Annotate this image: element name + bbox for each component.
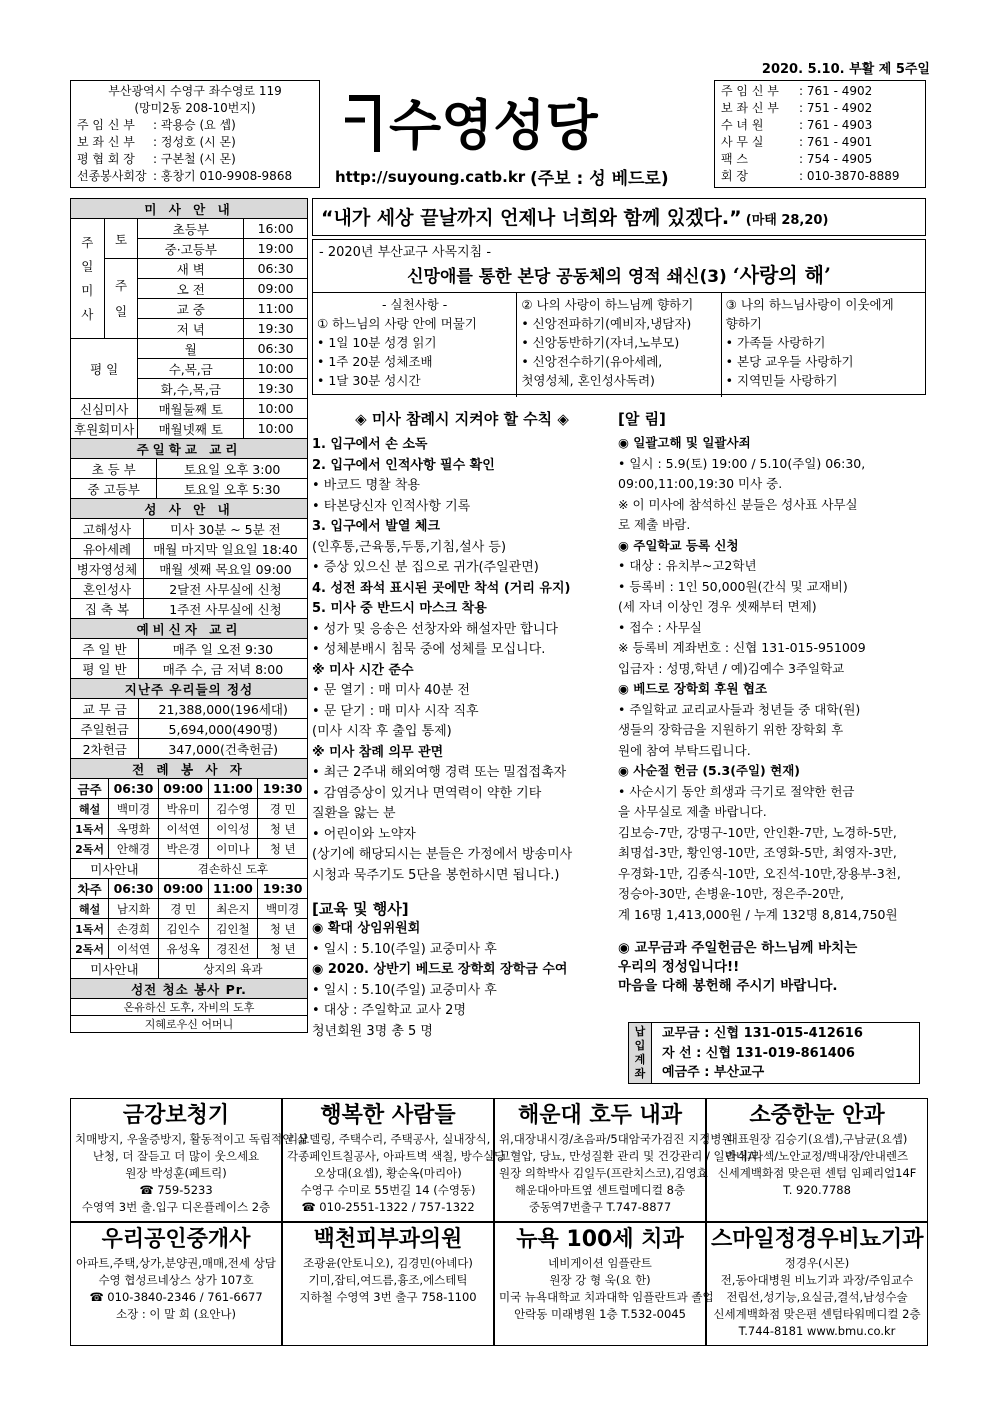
rule-line: (인후통,근육통,두통,기침,설사 등) bbox=[312, 539, 507, 555]
row-label: 고해성사 bbox=[71, 519, 144, 539]
servers-table bbox=[70, 758, 308, 979]
special-mass-day: 매월둘째 토 bbox=[138, 399, 244, 419]
ad-line: 오상대(요셉), 황순옥(마리아) bbox=[314, 1166, 462, 1180]
education-line: • 일시 : 5.10(주일) 교중미사 후 bbox=[312, 982, 497, 998]
clergy-name: : 곽용승 (요 셉) bbox=[153, 118, 236, 132]
notice-line: 09:00,11:00,19:30 미사 중. bbox=[618, 476, 783, 491]
notice-line: 계 16명 1,413,000원 / 누계 132명 8,814,750원 bbox=[618, 906, 898, 922]
account-row: 자 선 : 신협 131-019-861406 bbox=[662, 1045, 855, 1061]
row-label: 주일헌금 bbox=[71, 719, 139, 739]
ad-line: 중동역7번출구 T.747-8877 bbox=[528, 1200, 672, 1214]
clergy-row bbox=[77, 151, 313, 168]
notice-line: ◉ 베드로 장학회 후원 협조 bbox=[618, 681, 768, 696]
account-label: 납 입 계 좌 bbox=[629, 1023, 652, 1083]
ad-line: 기미,잡티,여드름,흉조,에스테틱 bbox=[308, 1273, 468, 1287]
mass-row-label: 초등부 bbox=[138, 219, 244, 239]
advertisement bbox=[706, 1098, 928, 1222]
notice-line: • 접수 : 사무실 bbox=[618, 619, 702, 635]
row-label: 2차헌금 bbox=[71, 739, 139, 759]
rule-line: • 문 열기 : 매 미사 40분 전 bbox=[312, 683, 470, 698]
ad-line: 난청, 더 잘듣고 더 많이 웃으세요 bbox=[92, 1149, 260, 1163]
mass-row-time: 06:30 bbox=[244, 339, 308, 359]
ad-line: ☎ 010-2551-1322 / 757-1322 bbox=[301, 1200, 475, 1214]
server-name: 박은경 bbox=[158, 839, 208, 859]
ad-line: 원장 의학박사 김일두(프란치스코),김영효 bbox=[499, 1166, 708, 1180]
pastoral-title-emphasis: ‘사랑의 해’ bbox=[732, 263, 831, 287]
ad-line: ☎ 010-3840-2346 / 761-6677 bbox=[89, 1290, 263, 1304]
notice-line: • 등록비 : 1인 50,000원(간식 및 교재비) bbox=[618, 578, 848, 594]
row-value: 매주 수, 금 저녁 8:00 bbox=[138, 659, 307, 679]
server-name: 김인철 bbox=[208, 919, 258, 939]
server-name: 이석연 bbox=[109, 939, 159, 959]
notice-line: 정승아-30만, 손병윤-10만, 정은주-20만, bbox=[618, 886, 845, 901]
server-head-cell: 19:30 bbox=[258, 879, 308, 899]
account-row: 교무금 : 신협 131-015-412616 bbox=[662, 1026, 863, 1041]
contact-number: : 754 - 4905 bbox=[799, 152, 873, 166]
sacrament-table bbox=[70, 498, 308, 619]
rule-line: • 문 닫기 : 매 미사 시작 직후 bbox=[312, 703, 479, 719]
contact-label: 주 임 신 부 bbox=[721, 84, 779, 98]
server-name: 안해경 bbox=[109, 839, 159, 859]
ad-line: 위,대장내시경/초음파/5대암국가검진 지정병원 bbox=[499, 1132, 733, 1146]
contact-number: : 761 - 4903 bbox=[799, 118, 873, 132]
server-role: 2독서 bbox=[71, 839, 109, 859]
ad-line: 전립선,성기능,요실금,결석,남성수술 bbox=[726, 1290, 908, 1304]
mass-row-time: 06:30 bbox=[244, 259, 308, 279]
server-head-cell: 11:00 bbox=[208, 879, 258, 899]
clergy-role: 보 좌 신 부 bbox=[77, 135, 135, 149]
ad-line: 정경우(시몬) bbox=[784, 1256, 850, 1270]
mass-row-time: 19:30 bbox=[244, 319, 308, 339]
education-line: ◉ 확대 상임위원회 bbox=[312, 921, 421, 936]
special-mass-time: 10:00 bbox=[244, 419, 308, 439]
advertisement bbox=[282, 1098, 506, 1222]
server-head-cell: 금주 bbox=[71, 779, 109, 799]
cleaning-team: 온유하신 도후, 자비의 도후 bbox=[71, 999, 308, 1016]
education-title: [교육 및 행사] bbox=[312, 900, 409, 918]
pastoral-title-text: 신망애를 통한 본당 공동체의 영적 쇄신(3) bbox=[407, 267, 727, 287]
server-role: 해설 bbox=[71, 799, 109, 819]
rule-line: • 바코드 명찰 착용 bbox=[312, 478, 420, 493]
mass-row-label: 화,수,목,금 bbox=[138, 379, 244, 399]
rule-line: 2. 입구에서 인적사항 필수 확인 bbox=[312, 457, 495, 473]
server-head-cell: 19:30 bbox=[258, 779, 308, 799]
server-name: 이익성 bbox=[208, 819, 258, 839]
row-label: 집 축 복 bbox=[71, 599, 144, 619]
rule-line: 질환을 앓는 분 bbox=[312, 806, 396, 821]
pastoral-item: • 신앙동반하기(자녀,노부모) bbox=[521, 335, 680, 350]
address-line-1: 부산광역시 수영구 좌수영로 119 bbox=[108, 84, 282, 98]
offering-title: 지난주 우리들의 정성 bbox=[71, 679, 308, 699]
contact-number: : 010-3870-8889 bbox=[799, 169, 900, 183]
logo-text: 수영성당 bbox=[389, 94, 598, 157]
ad-line: 아파트,주택,상가,분양권,매매,전세 상담 bbox=[76, 1256, 276, 1270]
special-mass-day: 매월넷째 토 bbox=[138, 419, 244, 439]
pastoral-column-sub: ① 하느님의 사랑 안에 머물기 bbox=[317, 316, 477, 331]
pastoral-column-head: ② 나의 사랑이 하느님께 향하기 bbox=[521, 297, 694, 312]
pastoral-item: • 지역민들 사랑하기 bbox=[725, 373, 838, 388]
mass-title: 미 사 안 내 bbox=[71, 199, 308, 219]
row-label: 평 일 반 bbox=[71, 659, 139, 679]
ad-line: T.744-8181 www.bmu.co.kr bbox=[738, 1324, 896, 1338]
website-url[interactable]: http://suyoung.catb.kr bbox=[335, 168, 526, 186]
mass-schedule-table bbox=[70, 198, 308, 439]
pastoral-item: • 1주 20분 성체조배 bbox=[317, 354, 433, 369]
row-value: 매월 마지막 일요일 18:40 bbox=[143, 539, 307, 559]
ad-line: 네비게이션 임플란트 bbox=[548, 1256, 652, 1270]
rule-line: • 감염증상이 있거나 면역력이 약한 기타 bbox=[312, 785, 542, 801]
cleaning-team: 지혜로우신 어머니 bbox=[71, 1016, 308, 1033]
notice-line: ◉ 일괄고해 및 일괄사죄 bbox=[618, 435, 751, 450]
mass-row-time: 11:00 bbox=[244, 299, 308, 319]
ad-line: 소장 : 이 말 희 (요안나) bbox=[116, 1307, 236, 1321]
notice-line: 을 사무실로 제출 바랍니다. bbox=[618, 804, 767, 819]
left-column bbox=[70, 198, 308, 1033]
pledge-line: 마음을 다해 봉헌해 주시기 바랍니다. bbox=[618, 978, 838, 994]
row-value: 매월 셋째 목요일 09:00 bbox=[143, 559, 307, 579]
server-name: 청 년 bbox=[258, 819, 308, 839]
education-line: • 대상 : 주일학교 교사 2명 bbox=[312, 1003, 467, 1018]
masthead bbox=[325, 80, 705, 190]
pastoral-item: • 1달 30분 성시간 bbox=[317, 373, 421, 388]
pledge-line: ◉ 교무금과 주일헌금은 하느님께 바치는 bbox=[618, 940, 858, 956]
ad-line: 전,동아대병원 비뇨기과 과장/주임교수 bbox=[720, 1273, 914, 1287]
ad-line: 원장 강 형 욱(요 한) bbox=[549, 1273, 651, 1287]
notice-line: • 주일학교 교리교사들과 청년들 중 대학(원) bbox=[618, 701, 861, 717]
quote-ref: (마태 28,20) bbox=[745, 213, 829, 228]
notice-line: 로 제출 바람. bbox=[618, 517, 691, 532]
rules-title: ◈ 미사 참례시 지켜야 할 수칙 ◈ bbox=[355, 410, 569, 428]
special-mass-time: 10:00 bbox=[244, 399, 308, 419]
clergy-role: 주 임 신 부 bbox=[77, 118, 135, 132]
server-name: 백미경 bbox=[109, 799, 159, 819]
rule-line: ※ 미사 시간 준수 bbox=[312, 662, 414, 678]
contact-row bbox=[721, 134, 919, 151]
ad-line: 안락동 미래병원 1층 T.532-0045 bbox=[514, 1307, 686, 1321]
ad-title: 행복한 사람들 bbox=[320, 1103, 456, 1128]
server-head-cell: 06:30 bbox=[109, 879, 159, 899]
rule-line: ※ 미사 참례 의무 관면 bbox=[312, 744, 444, 760]
mass-row-label: 중·고등부 bbox=[138, 239, 244, 259]
ad-line: 지하철 수영역 3번 출구 758-1100 bbox=[299, 1290, 477, 1304]
notice-line: 생들의 장학금을 지원하기 위한 장학회 후 bbox=[618, 722, 844, 737]
pastoral-column bbox=[313, 293, 517, 397]
clergy-row bbox=[77, 117, 313, 134]
rule-line: • 어린이와 노약자 bbox=[312, 826, 416, 842]
special-mass-label: 신심미사 bbox=[71, 399, 138, 419]
row-value: 347,000(건축헌금) bbox=[139, 739, 308, 759]
ad-title: 금강보청기 bbox=[122, 1103, 230, 1128]
pastoral-item: • 신앙전수하기(유아세례, bbox=[521, 354, 663, 369]
sunday-label: 주 일 bbox=[104, 259, 138, 339]
rule-line: 3. 입구에서 발열 체크 bbox=[312, 519, 441, 534]
quote-text: “내가 세상 끝날까지 언제나 너희와 함께 있겠다.” bbox=[321, 207, 742, 229]
server-name: 청 년 bbox=[258, 919, 308, 939]
row-label: 중 고등부 bbox=[71, 479, 157, 499]
row-label: 주 일 반 bbox=[71, 639, 139, 659]
clergy-row bbox=[77, 168, 313, 185]
notice-line: • 사순시기 동안 희생과 극기로 절약한 헌금 bbox=[618, 783, 855, 799]
row-value: 미사 30분 ~ 5분 전 bbox=[143, 519, 307, 539]
server-name: 김인수 bbox=[158, 919, 208, 939]
ad-line: ☎ 759-5233 bbox=[139, 1183, 213, 1197]
contact-number: : 761 - 4902 bbox=[799, 84, 873, 98]
server-head-cell: 09:00 bbox=[158, 779, 208, 799]
ad-line: 수영 협성르네상스 상가 107호 bbox=[98, 1273, 254, 1287]
rule-line: (상기에 해당되시는 분들은 가정에서 방송미사 bbox=[312, 847, 573, 862]
notice-line: 입금자 : 성명,학년 / 예)김예수 3주일학교 bbox=[618, 660, 845, 676]
pastoral-guideline bbox=[312, 239, 926, 395]
catechumen-table bbox=[70, 618, 308, 679]
account-box bbox=[628, 1022, 920, 1084]
sacrament-title: 성 사 안 내 bbox=[71, 499, 308, 519]
row-value: 매주 일 오전 9:30 bbox=[138, 639, 307, 659]
server-name: 경 민 bbox=[258, 799, 308, 819]
clergy-name: : 홍창기 010-9908-9868 bbox=[153, 169, 293, 183]
advertisement bbox=[282, 1222, 494, 1346]
ad-title: 우리공인중개사 bbox=[101, 1227, 251, 1252]
server-name: 이미나 bbox=[208, 839, 258, 859]
notice-line: 최명섭-3만, 황인영-10만, 조영화-5만, 최영자-3만, bbox=[618, 845, 897, 860]
rule-line: 시청과 묵주기도 5단을 봉헌하시면 됩니다.) bbox=[312, 867, 560, 883]
cleaning-table bbox=[70, 978, 308, 1033]
issue-date: 2020. 5.10. 부활 제 5주일 bbox=[761, 62, 930, 77]
rule-line: • 최근 2주내 해외여행 경력 또는 밀접접촉자 bbox=[312, 765, 567, 780]
notice-line: (세 자녀 이상인 경우 셋째부터 면제) bbox=[618, 599, 817, 614]
server-name: 청 년 bbox=[258, 939, 308, 959]
scripture-quote bbox=[312, 198, 926, 236]
server-name: 박유미 bbox=[158, 799, 208, 819]
ad-line: 대표원장 김승기(요셉),구남균(요셉) bbox=[726, 1132, 908, 1146]
server-name: 유성옥 bbox=[158, 939, 208, 959]
sunday-mass-label: 주 일 미 사 bbox=[71, 219, 105, 339]
pastoral-item: • 1일 10분 성경 읽기 bbox=[317, 335, 437, 350]
pastoral-column bbox=[722, 293, 925, 397]
pastoral-item: • 본당 교우들 사랑하기 bbox=[725, 354, 854, 369]
server-name: 이석연 bbox=[158, 819, 208, 839]
notices bbox=[618, 408, 926, 996]
education-line: • 일시 : 5.10(주일) 교중미사 후 bbox=[312, 941, 497, 957]
parish-info bbox=[70, 80, 320, 188]
patron-saint: (주보 : 성 베드로) bbox=[530, 169, 669, 189]
mass-row-label: 월 bbox=[138, 339, 244, 359]
mass-row-time: 19:00 bbox=[244, 239, 308, 259]
pastoral-column-sub: 향하기 bbox=[725, 316, 762, 331]
contact-row bbox=[721, 168, 919, 185]
server-name: 옥명화 bbox=[109, 819, 159, 839]
mass-row-time: 09:00 bbox=[244, 279, 308, 299]
server-note-label: 미사안내 bbox=[71, 859, 159, 879]
notice-line: ※ 등록비 계좌번호 : 신협 131-015-951009 bbox=[618, 640, 866, 655]
contact-number: : 751 - 4902 bbox=[799, 101, 873, 115]
education-line: ◉ 2020. 상반기 베드로 장학회 장학금 수여 bbox=[312, 962, 568, 977]
contact-label: 보 좌 신 부 bbox=[721, 101, 779, 115]
rule-line: 5. 미사 중 반드시 마스크 착용 bbox=[312, 601, 487, 616]
clergy-name: : 구본철 (시 몬) bbox=[153, 152, 236, 166]
pastoral-item: • 신앙전파하기(예비자,냉담자) bbox=[521, 316, 692, 331]
server-head-cell: 09:00 bbox=[158, 879, 208, 899]
row-label: 혼인성사 bbox=[71, 579, 144, 599]
ad-line: T. 920.7788 bbox=[783, 1183, 851, 1197]
row-value: 21,388,000(196세대) bbox=[139, 699, 308, 719]
ad-line: 원장 박성훈(페트릭) bbox=[125, 1166, 227, 1180]
row-value: 토요일 오후 3:00 bbox=[157, 459, 308, 479]
ad-line: 수영역 3번 출.입구 디온플레이스 2층 bbox=[81, 1200, 271, 1214]
contact-row bbox=[721, 100, 919, 117]
mass-row-label: 새 벽 bbox=[138, 259, 244, 279]
notice-line: 김보승-7만, 강명구-10만, 안인환-7만, 노경하-5만, bbox=[618, 824, 897, 840]
sunday-school-title: 주일학교 교리 bbox=[71, 439, 308, 459]
server-head-cell: 06:30 bbox=[109, 779, 159, 799]
row-value: 토요일 오후 5:30 bbox=[157, 479, 308, 499]
notice-line: 원에 참여 부탁드립니다. bbox=[618, 742, 751, 758]
row-value: 2달전 사무실에 신청 bbox=[143, 579, 307, 599]
contact-label: 사 무 실 bbox=[721, 135, 764, 149]
mass-row-label: 수,목,금 bbox=[138, 359, 244, 379]
contact-row bbox=[721, 151, 919, 168]
server-name: 백미경 bbox=[258, 899, 308, 919]
row-label: 병자영성체 bbox=[71, 559, 144, 579]
pastoral-subtitle: - 2020년 부산교구 사목지침 - bbox=[319, 245, 492, 260]
advertisement bbox=[70, 1222, 282, 1346]
rule-line: (미사 시작 후 출입 통제) bbox=[312, 724, 452, 739]
notice-line: ◉ 주일학교 등록 신청 bbox=[618, 537, 739, 553]
rule-line: • 타본당신자 인적사항 기록 bbox=[312, 498, 471, 514]
mass-rules bbox=[312, 408, 612, 1042]
ad-line: 리모델링, 주택수리, 주택공사, 실내장식, bbox=[287, 1132, 491, 1146]
server-name: 경 민 bbox=[158, 899, 208, 919]
mass-row-label: 저 녁 bbox=[138, 319, 244, 339]
server-name: 청 년 bbox=[258, 839, 308, 859]
row-label: 초 등 부 bbox=[71, 459, 157, 479]
ad-title: 뉴욕 100세 치과 bbox=[516, 1227, 684, 1252]
server-role: 1독서 bbox=[71, 819, 109, 839]
education-line: 청년회원 3명 총 5 명 bbox=[312, 1023, 433, 1039]
server-note: 상지의 육과 bbox=[158, 959, 307, 979]
mass-row-time: 19:30 bbox=[244, 379, 308, 399]
mass-row-time: 16:00 bbox=[244, 219, 308, 239]
contact-row bbox=[721, 83, 919, 100]
clergy-role: 선종봉사회장 bbox=[77, 169, 147, 183]
server-name: 경진선 bbox=[208, 939, 258, 959]
contact-label: 팩 스 bbox=[721, 152, 748, 166]
ad-line: 신세계백화점 맞은편 센텀타워메디컬 2층 bbox=[713, 1307, 921, 1321]
server-name: 손경희 bbox=[109, 919, 159, 939]
pastoral-item: 첫영성체, 혼인성사독려) bbox=[521, 373, 655, 388]
clergy-name: : 정성호 (시 몬) bbox=[153, 135, 236, 149]
catechumen-title: 예비신자 교리 bbox=[71, 619, 308, 639]
server-note: 겸손하신 도후 bbox=[158, 859, 307, 879]
notice-line: ◉ 사순절 헌금 (5.3(주일) 현재) bbox=[618, 763, 800, 778]
advertisement bbox=[494, 1098, 758, 1222]
cleaning-title: 성전 청소 봉사 Pr. bbox=[71, 979, 308, 999]
contact-row bbox=[721, 117, 919, 134]
server-role: 해설 bbox=[71, 899, 109, 919]
address-line-2: (망미2동 208-10번지) bbox=[134, 101, 256, 115]
ad-title: 스마일정경우비뇨기과 bbox=[711, 1227, 924, 1252]
advertisement bbox=[494, 1222, 714, 1346]
notice-line: • 대상 : 유치부~고2학년 bbox=[618, 558, 757, 573]
ad-line: 각종페인트칠공사, 아파트벽 색칠, 방수실당 bbox=[287, 1149, 506, 1163]
advertisement bbox=[706, 1222, 928, 1346]
rule-line: 1. 입구에서 손 소독 bbox=[312, 437, 428, 452]
row-value: 5,694,000(490명) bbox=[139, 719, 308, 739]
row-label: 교 무 금 bbox=[71, 699, 139, 719]
notice-line: 우경화-1만, 김종식-10만, 오진석-10만,장용부-3천, bbox=[618, 865, 901, 881]
rule-line: • 성가 및 응송은 선창자와 해설자만 합니다 bbox=[312, 621, 558, 637]
clergy-role: 평 협 회 장 bbox=[77, 152, 135, 166]
pastoral-column-head: ③ 나의 하느님사랑이 이웃에게 bbox=[725, 297, 894, 312]
ad-title: 백천피부과의원 bbox=[313, 1227, 463, 1252]
server-name: 남지화 bbox=[109, 899, 159, 919]
server-role: 1독서 bbox=[71, 919, 109, 939]
server-head-cell: 11:00 bbox=[208, 779, 258, 799]
ad-line: 조광윤(안토니오), 김경민(아녜다) bbox=[303, 1256, 473, 1270]
servers-title: 전 례 봉 사 자 bbox=[71, 759, 308, 779]
ad-title: 해운대 호두 내과 bbox=[517, 1103, 683, 1128]
pastoral-title bbox=[313, 259, 925, 288]
ad-line: 라식/라섹/노안교정/백내장/안내렌즈 bbox=[725, 1149, 909, 1163]
parish-logo bbox=[325, 80, 705, 160]
mass-row-label: 교 중 bbox=[138, 299, 244, 319]
rule-line: • 성체분배시 침묵 중에 성체를 모십니다. bbox=[312, 642, 546, 657]
saturday-label: 토 bbox=[104, 219, 138, 259]
row-value: 1주전 사무실에 신청 bbox=[143, 599, 307, 619]
server-name: 최은지 bbox=[208, 899, 258, 919]
ad-line: 미국 뉴욕대학교 치과대학 임플란트과 졸업 bbox=[499, 1290, 714, 1304]
ad-line: 치매방지, 우울증방지, 활동적이고 독립적인 삶 bbox=[75, 1132, 309, 1146]
server-name: 김수영 bbox=[208, 799, 258, 819]
pastoral-item: • 가족들 사랑하기 bbox=[725, 335, 826, 350]
mass-row-label: 오 전 bbox=[138, 279, 244, 299]
sunday-school-table bbox=[70, 438, 308, 499]
ad-line: 해운대아마트옆 센트럴메디컬 8층 bbox=[514, 1183, 686, 1197]
pastoral-column bbox=[517, 293, 721, 397]
special-mass-label: 후원회미사 bbox=[71, 419, 138, 439]
pledge-line: 우리의 정성입니다!! bbox=[618, 959, 740, 975]
server-note-label: 미사안내 bbox=[71, 959, 159, 979]
offering-table bbox=[70, 678, 308, 759]
mass-row-time: 10:00 bbox=[244, 359, 308, 379]
ad-line: 수영구 수미로 55번길 14 (수영동) bbox=[300, 1183, 476, 1197]
advertisement bbox=[70, 1098, 309, 1222]
contact-label: 회 장 bbox=[721, 169, 748, 183]
weekday-label: 평 일 bbox=[71, 339, 138, 399]
notice-title: [알 림] bbox=[618, 410, 666, 428]
server-role: 2독서 bbox=[71, 939, 109, 959]
notice-line: ※ 이 미사에 참석하신 분들은 성사표 사무실 bbox=[618, 496, 858, 512]
server-head-cell: 차주 bbox=[71, 879, 109, 899]
rule-line: • 증상 있으신 분 집으로 귀가(주일관면) bbox=[312, 560, 539, 575]
account-row: 예금주 : 부산교구 bbox=[662, 1065, 765, 1080]
contact-label: 수 녀 원 bbox=[721, 118, 764, 132]
contact-list bbox=[714, 80, 926, 188]
contact-number: : 761 - 4901 bbox=[799, 135, 873, 149]
ad-line: 고혈압, 당뇨, 만성질환 관리 및 건강관리 / 일반내과 bbox=[499, 1149, 758, 1163]
row-label: 유아세례 bbox=[71, 539, 144, 559]
ad-title: 소중한눈 안과 bbox=[749, 1103, 885, 1128]
clergy-row bbox=[77, 134, 313, 151]
ad-line: 신세계백화점 맞은편 센텀 임페리얼14F bbox=[717, 1166, 917, 1180]
rule-line: 4. 성전 좌석 표시된 곳에만 착석 (거리 유지) bbox=[312, 580, 571, 596]
pastoral-column-head: - 실천사항 - bbox=[382, 297, 448, 312]
notice-line: • 일시 : 5.9(토) 19:00 / 5.10(주일) 06:30, bbox=[618, 455, 866, 471]
